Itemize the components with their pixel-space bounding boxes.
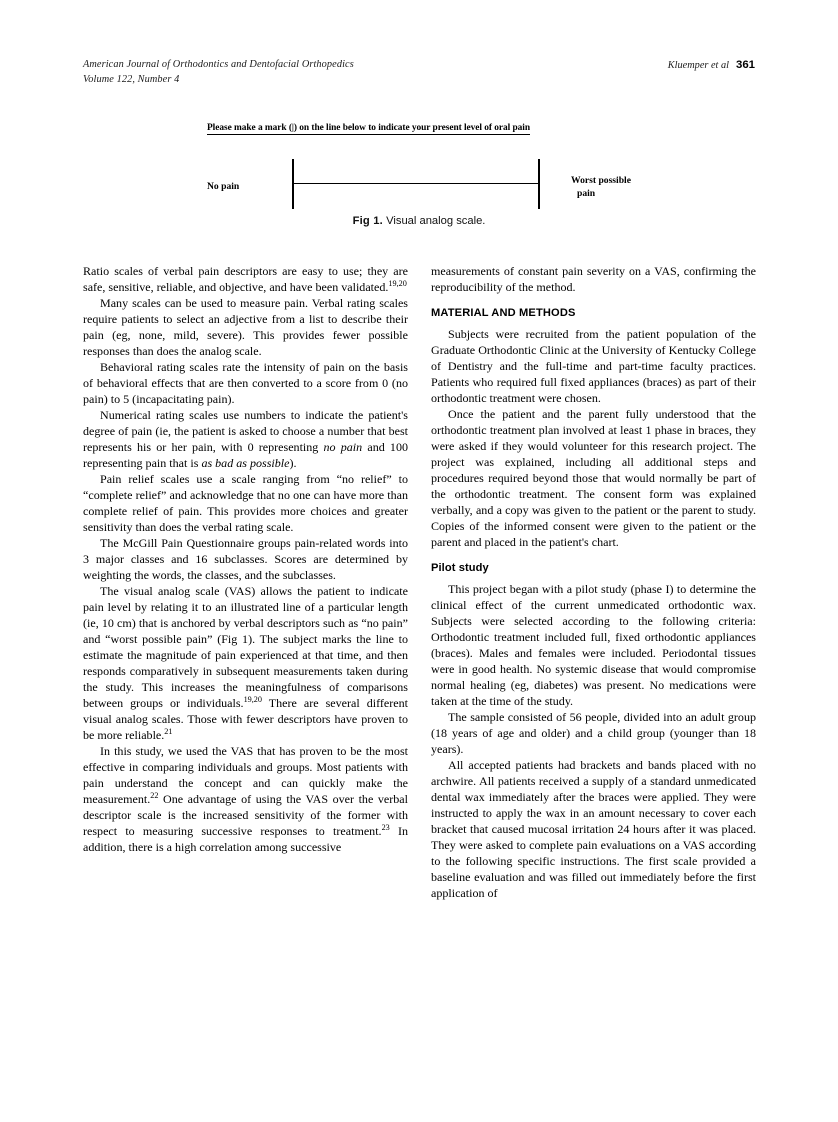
vas-anchor-right-label bbox=[571, 175, 691, 200]
vas-line-group bbox=[292, 159, 540, 209]
section-heading-pilot-study: Pilot study bbox=[431, 562, 489, 574]
vas-tick-start bbox=[292, 159, 294, 209]
journal-title: American Journal of Orthodontics and Dentofacial Orthopedics bbox=[83, 59, 354, 70]
vas-anchor-left-label: No pain bbox=[207, 181, 240, 192]
reference-marker: 19,20 bbox=[388, 278, 407, 288]
emphasis-text: as bad as possible bbox=[201, 456, 290, 470]
vas-tick-end bbox=[538, 159, 540, 209]
paragraph: measurements of constant pain severity on a VAS, confirming the reproducibility of the method. bbox=[431, 264, 756, 294]
paragraph-text: In this study, we used the VAS that has proven to be the most effective in comparing individuals and groups. Most patients with pain understand the concept and can quickly make the measurement. bbox=[83, 744, 408, 806]
body-columns bbox=[83, 263, 756, 1053]
paragraph-text: In addition, there is a high correlation among successive bbox=[83, 824, 409, 854]
running-head-authors: Kluemper et al bbox=[667, 60, 729, 71]
reference-marker: 22 bbox=[150, 790, 159, 800]
paragraph-text: Numerical rating scales use numbers to indicate the patient's degree of pain (ie, the patient is asked to choose a number that best represents his or her pain, with 0 representing bbox=[83, 408, 408, 454]
paragraph: Pain relief scales use a scale ranging from “no relief” to “complete relief” and acknowledge that no one can have more than complete relief of pain. This provides more choices and greater sensitivity than does the verbal rating scale. bbox=[83, 472, 408, 534]
paragraph bbox=[83, 743, 408, 855]
figure-caption bbox=[83, 215, 755, 227]
figure-caption-text: Visual analog scale. bbox=[386, 215, 486, 227]
paragraph-text: Ratio scales of verbal pain descriptors are easy to use; they are safe, sensitive, reliable, and objective, and have been validated. bbox=[83, 264, 408, 294]
paragraph: Subjects were recruited from the patient population of the Graduate Orthodontic Clinic at the University of Kentucky College of Dentistry and the full-time and part-time faculty practices. Patients who required full fixed appliances (braces) as part of their orthodontic treatment were chosen. bbox=[431, 327, 756, 405]
paragraph-text: There are several different visual analog scales. Those with fewer descriptors have proven to be more reliable. bbox=[83, 696, 408, 742]
vas-anchor-right-line1: Worst possible bbox=[571, 175, 631, 186]
column-left bbox=[83, 263, 408, 855]
section-heading-material-and-methods: MATERIAL AND METHODS bbox=[431, 307, 576, 319]
reference-marker: 21 bbox=[164, 726, 173, 736]
paragraph: The McGill Pain Questionnaire groups pain-related words into 3 major classes and 16 subclasses. Scores are determined by weighting the words, the classes, and the subclasses. bbox=[83, 536, 408, 582]
paragraph: Many scales can be used to measure pain. Verbal rating scales require patients to select an adjective from a list to describe their pain (eg, none, mild, severe). This provides fewer possible responses than does the analog scale. bbox=[83, 296, 408, 358]
paragraph-text: The visual analog scale (VAS) allows the patient to indicate pain level by relating it to an illustrated line of a particular length (ie, 10 cm) that is anchored by verbal descriptors such as “no pain” and “worst possible pain” (Fig 1). The subject marks the line to estimate the magnitude of pain experienced at that time, and then responds comparatively in subsequent measurements taken during the study. This increases the meaningfulness of comparisons between groups or individuals. bbox=[83, 584, 408, 710]
journal-volume-issue: Volume 122, Number 4 bbox=[83, 73, 180, 85]
paragraph-text: ). bbox=[289, 456, 297, 470]
emphasis-text: no pain bbox=[323, 440, 363, 454]
running-head bbox=[83, 58, 755, 94]
vas-line bbox=[292, 183, 540, 184]
vas-instruction-text: Please make a mark (|) on the line below to indicate your present level of oral pain bbox=[207, 123, 531, 133]
paragraph bbox=[83, 263, 408, 295]
page-number: 361 bbox=[735, 59, 755, 71]
running-head-left bbox=[83, 58, 563, 87]
paragraph-text: and 100 representing pain that is bbox=[83, 440, 409, 470]
running-head-right bbox=[668, 58, 755, 74]
reference-marker: 19,20 bbox=[243, 694, 262, 704]
vas-anchor-right-line2: pain bbox=[577, 187, 596, 199]
paragraph bbox=[83, 407, 408, 471]
paragraph: Once the patient and the parent fully understood that the orthodontic treatment plan involved at least 1 phase in braces, they were asked if they would volunteer for this research project. The project was explained, including all additional steps and procedures required beyond those that would normally be part of the orthodontic treatment. The consent form was explained verbally, and a copy was given to the patient or the parent to study. Copies of the informed consent were given to the patient or the parent and placed in the patient's chart. bbox=[431, 407, 756, 549]
reference-marker: 23 bbox=[381, 822, 390, 832]
column-right bbox=[431, 263, 756, 901]
paragraph: Behavioral rating scales rate the intensity of pain on the basis of behavioral effects that are then converted to a score from 0 (no pain) to 5 (incapacitating pain). bbox=[83, 360, 408, 406]
paragraph-text: One advantage of using the VAS over the verbal descriptor scale is the increased sensitivity of the former with respect to measuring successive responses to treatment. bbox=[83, 792, 408, 838]
paragraph: This project began with a pilot study (phase I) to determine the clinical effect of the current unmedicated orthodontic wax. Subjects were selected according to the following criteria: Orthodontic treatment included full, fixed orthodontic appliances (braces). Males and females were included. Periodontal tissues were in good health. No systemic disease that would compromise normal healing (eg, diabetes) was present. No medications were taken at the time of the study. bbox=[431, 582, 756, 708]
paragraph: The sample consisted of 56 people, divided into an adult group (18 years of age and older) and a child group (younger than 18 years). bbox=[431, 710, 756, 756]
paragraph: All accepted patients had brackets and bands placed with no archwire. All patients received a supply of a standard unmedicated dental wax immediately after the braces were applied. They were instructed to apply the wax in an amount necessary to cover each bracket that caused mucosal irritation 24 hours after it was placed. They were asked to complete pain evaluations on a VAS according to the following specific instructions. The first scale provided a baseline evaluation and was filled out immediately before the first application of bbox=[431, 758, 756, 900]
figure-1 bbox=[83, 115, 755, 240]
visual-analog-scale-graphic bbox=[207, 159, 707, 211]
paragraph bbox=[83, 583, 408, 743]
figure-caption-number: Fig 1. bbox=[352, 215, 383, 227]
